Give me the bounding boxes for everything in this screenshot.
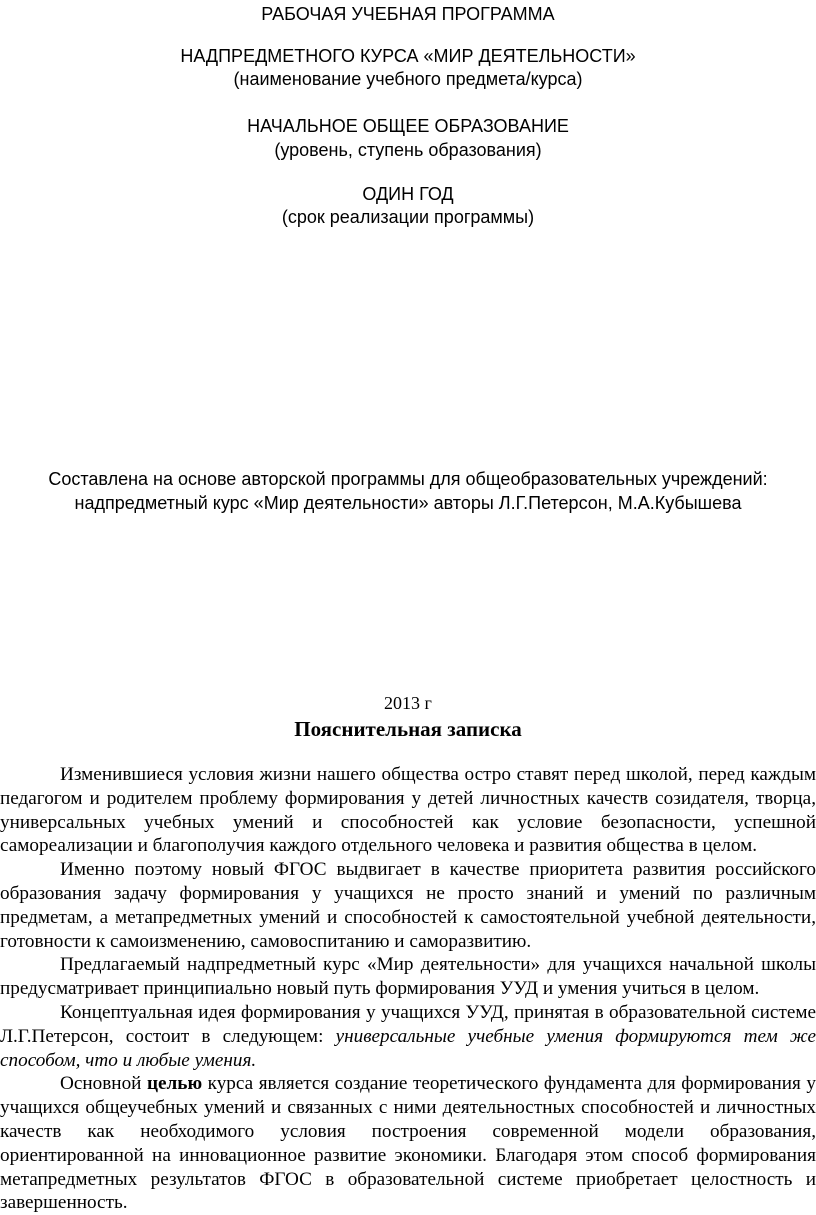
- italic-emphasis: универсальные учебные умения формируются тем же способом, что и любые умения.: [0, 1025, 816, 1071]
- level-caption: (уровень, ступень образования): [274, 140, 542, 160]
- paragraph: Изменившиеся условия жизни нашего общества остро ставят перед школой, перед каждым педагогом и родителем проблему формирования у детей личностных качеств созидателя, творца, универсальных учебных умений и способностей как условие безопасности, успешной самореализации и благополучия каждого отдельного человека и развития общества в целом.: [0, 764, 816, 857]
- page-title: Пояснительная записка: [294, 717, 522, 741]
- paragraph: [0, 1001, 816, 1072]
- course-caption: (наименование учебного предмета/курса): [233, 69, 583, 89]
- bold-emphasis: целью: [146, 1073, 203, 1095]
- basis-line-1: Составлена на основе авторской программы для общеобразовательных учреждений:: [48, 469, 768, 489]
- paragraph: Именно поэтому новый ФГОС выдвигает в качестве приоритета развития российского образования задачу формирования у учащихся не просто знаний и умений по различным предметам, а метапредметных умений и способностей к самостоятельной учебной деятельности, готовности к самоизменению, самовоспитанию и саморазвитию.: [0, 859, 816, 952]
- term-caption: (срок реализации программы): [281, 207, 535, 227]
- paragraph-text: курса является создание теоретического фундамента для формирования у учащихся общеучебных умений и связанных с ними деятельностных способностей и личностных качеств как необходимого условия построения современной модели образования, ориентированной на инновационное развитие экономики. Благодаря этом способ формирования метапредметных результатов ФГОС в образовательной системе приобретает целостность и завершенность.: [0, 1073, 816, 1214]
- doc-type-heading: РАБОЧАЯ УЧЕБНАЯ ПРОГРАММА: [261, 4, 555, 24]
- education-level: НАЧАЛЬНОЕ ОБЩЕЕ ОБРАЗОВАНИЕ: [247, 116, 569, 136]
- paragraph: Предлагаемый надпредметный курс «Мир деятельности» для учащихся начальной школы предусматривает принципиально новый путь формирования УУД и умения учиться в целом.: [0, 954, 816, 1000]
- basis-line-2: надпредметный курс «Мир деятельности» авторы Л.Г.Петерсон, М.А.Кубышева: [74, 493, 742, 513]
- course-name: НАДПРЕДМЕТНОГО КУРСА «МИР ДЕЯТЕЛЬНОСТИ»: [180, 46, 636, 66]
- explanatory-note-body: [0, 763, 816, 1215]
- paragraph: [0, 1072, 816, 1215]
- paragraph-text: Концептуальная идея формирования у учащихся УУД, принятая в образовательной системе Л.Г.Петерсон, состоит в следующем:: [0, 1001, 816, 1047]
- term: ОДИН ГОД: [362, 184, 454, 204]
- year: 2013 г: [384, 693, 432, 713]
- paragraph-text: Основной: [60, 1073, 147, 1095]
